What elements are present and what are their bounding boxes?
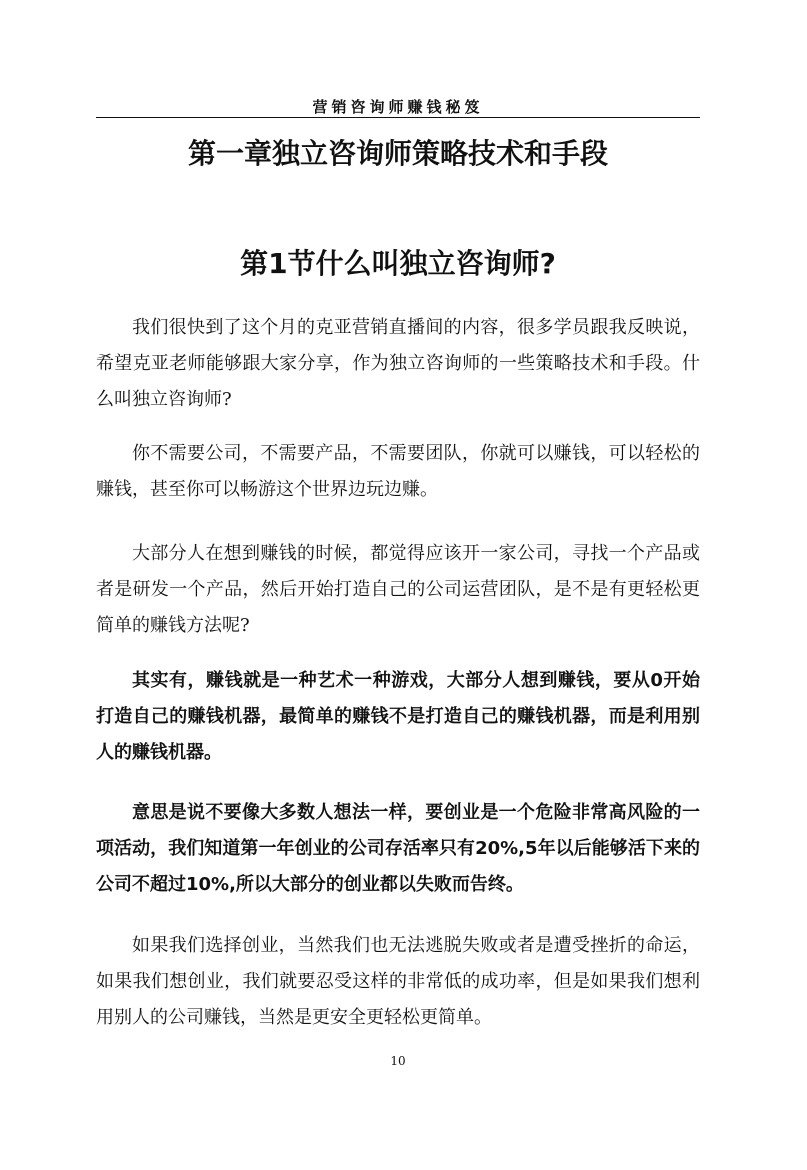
paragraph-no-company: 你不需要公司，不需要产品，不需要团队，你就可以赚钱，可以轻松的赚钱，甚至你可以畅游这个世界边玩边赚。 [96, 443, 700, 500]
running-header: 营销咨询师赚钱秘笈 [312, 98, 484, 116]
paragraph-art-of-money: 其实有，赚钱就是一种艺术一种游戏，大部分人想到赚钱，要从0开始打造自己的赚钱机器，最简单的赚钱不是打造自己的赚钱机器，而是利用别人的赚钱机器。 [96, 670, 700, 763]
chapter-title: 第一章独立咨询师策略技术和手段 [187, 137, 608, 170]
section-title: 第1节什么叫独立咨询师? [240, 247, 556, 280]
paragraph-startup-risk: 意思是说不要像大多数人想法一样，要创业是一个危险非常高风险的一项活动，我们知道第一年创业的公司存活率只有20%,5年以后能够活下来的公司不超过10%,所以大部分的创业都以失败而告终。 [96, 802, 700, 895]
paragraph-choice: 如果我们选择创业，当然我们也无法逃脱失败或者是遭受挫折的命运，如果我们想创业，我们就要忍受这样的非常低的成功率，但是如果我们想利用别人的公司赚钱，当然是更安全更轻松更简单。 [96, 935, 700, 1028]
paragraph-intro: 我们很快到了这个月的克亚营销直播间的内容，很多学员跟我反映说，希望克亚老师能够跟大家分享，作为独立咨询师的一些策略技术和手段。什么叫独立咨询师? [96, 317, 700, 410]
paragraph-most-people: 大部分人在想到赚钱的时候，都觉得应该开一家公司，寻找一个产品或者是研发一个产品，然后开始打造自己的公司运营团队，是不是有更轻松更简单的赚钱方法呢? [96, 543, 700, 636]
page-number: 10 [390, 1054, 406, 1068]
header-divider [96, 117, 700, 118]
